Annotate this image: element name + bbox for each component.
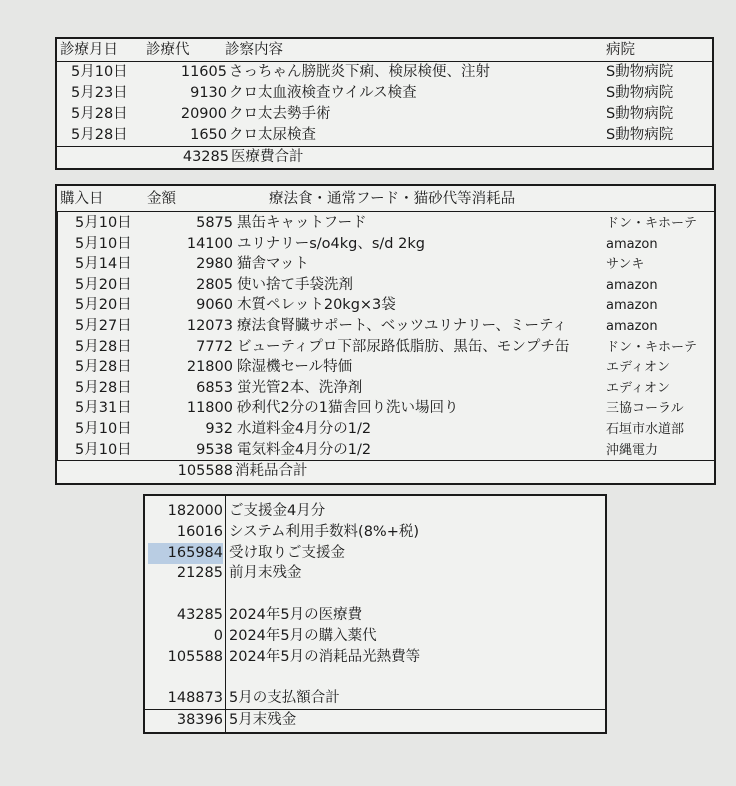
summary-label (229, 667, 599, 688)
date-cell: 5月27日 (75, 318, 132, 334)
summary-row (145, 647, 605, 668)
table-row (57, 419, 714, 440)
fee-cell: 1650 (190, 127, 227, 143)
summary-value: 165984 (148, 543, 223, 564)
divider (55, 211, 714, 212)
date-cell: 5月20日 (75, 297, 132, 314)
store-cell: 三協コーラル (606, 401, 684, 417)
amount-cell: 2980 (196, 256, 233, 273)
header-content: 診察内容 (225, 42, 283, 58)
hospital-cell: S動物病院 (606, 106, 674, 122)
summary-row (145, 605, 605, 626)
item-cell: 砂利代2分の1猫舎回り洗い場回り (237, 400, 459, 417)
store-cell: amazon (606, 319, 658, 334)
table-row (57, 398, 714, 419)
item-cell: 使い捨て手袋洗剤 (237, 276, 353, 293)
fee-cell: 11605 (180, 64, 227, 80)
item-cell: 電気料金4月分の1/2 (237, 441, 372, 458)
date-cell: 5月10日 (71, 64, 128, 80)
table-row (57, 440, 714, 461)
total-row (57, 461, 714, 482)
hospital-cell: S動物病院 (606, 127, 674, 143)
total-row (57, 147, 712, 168)
table-row (57, 254, 714, 275)
amount-cell: 2805 (196, 276, 233, 293)
fee-cell: 20900 (180, 106, 227, 122)
store-cell: ドン・キホーテ (606, 216, 698, 231)
item-cell: 蛍光管2本、洗浄剤 (237, 379, 363, 396)
table-row (57, 275, 714, 296)
amount-cell: 11800 (186, 400, 233, 417)
amount-cell: 932 (205, 421, 233, 437)
summary-row (145, 688, 605, 709)
item-cell: ユリナリーs/o4kg、s/d 2kg (237, 235, 425, 252)
table-row (57, 378, 714, 399)
date-cell: 5月28日 (71, 106, 128, 122)
purchases-total-label: 消耗品合計 (235, 463, 308, 479)
date-cell: 5月10日 (75, 441, 132, 458)
table-row (57, 213, 714, 234)
header-date: 診療月日 (60, 42, 118, 58)
item-cell: 療法食腎臓サポート、ベッツユリナリー、ミーティ (237, 318, 567, 334)
medical-total-label: 医療費合計 (231, 149, 304, 165)
summary-row (145, 522, 605, 543)
table-row (57, 62, 712, 83)
store-cell: 沖縄電力 (606, 442, 659, 458)
summary-row (145, 543, 605, 564)
fee-cell: 9130 (190, 85, 227, 101)
table-row (57, 125, 712, 146)
store-cell: 石垣市水道部 (606, 422, 685, 437)
summary-label: 2024年5月の消耗品光熱費等 (229, 648, 421, 665)
date-cell: 5月10日 (75, 215, 132, 231)
content-cell: クロ太去勢手術 (229, 106, 331, 122)
amount-cell: 9538 (196, 441, 233, 458)
hospital-cell: S動物病院 (606, 64, 674, 80)
store-cell: amazon (606, 277, 658, 293)
summary-value: 0 (213, 627, 223, 644)
summary-row (145, 563, 605, 584)
summary-value (145, 584, 223, 605)
medical-expenses-table (55, 37, 714, 170)
table-row (57, 357, 714, 378)
table-row (57, 295, 714, 316)
item-cell: 木質ペレット20kg×3袋 (237, 297, 396, 314)
store-cell: ドン・キホーテ (606, 339, 698, 355)
item-cell: ビューティプロ下部尿路低脂肪、黒缶、モンプチ缶 (237, 338, 570, 355)
balance-row (145, 710, 605, 731)
summary-value: 182000 (167, 503, 223, 519)
date-cell: 5月10日 (75, 235, 132, 252)
summary-value: 21285 (176, 565, 223, 582)
summary-row (145, 667, 605, 688)
date-cell: 5月28日 (75, 379, 132, 396)
hospital-cell: S動物病院 (606, 85, 674, 101)
summary-table (143, 494, 607, 734)
date-cell: 5月28日 (75, 359, 132, 376)
summary-value: 16016 (176, 523, 223, 540)
store-cell: エディオン (606, 380, 670, 396)
table-row (57, 234, 714, 255)
amount-cell: 12073 (186, 318, 233, 334)
content-cell: クロ太尿検査 (229, 127, 316, 143)
summary-value: 43285 (176, 607, 223, 623)
header-fee: 診療代 (146, 42, 190, 58)
summary-label (229, 584, 599, 605)
amount-cell: 6853 (196, 379, 233, 396)
store-cell: サンキ (606, 257, 645, 273)
header-date: 購入日 (60, 191, 104, 207)
summary-row (145, 584, 605, 605)
content-cell: クロ太血液検査ウイルス検査 (229, 85, 417, 101)
medical-total-value: 43285 (182, 149, 229, 165)
date-cell: 5月20日 (75, 276, 132, 293)
item-cell: 除湿機セール特価 (237, 359, 353, 376)
summary-value: 105588 (167, 648, 223, 665)
store-cell: amazon (606, 298, 658, 314)
table-header (57, 189, 714, 210)
store-cell: エディオン (606, 360, 670, 376)
item-cell: 猫舎マット (237, 256, 309, 273)
summary-label: システム利用手数料(8%+税) (229, 523, 420, 540)
summary-row (145, 626, 605, 647)
purchases-total-value: 105588 (177, 463, 233, 479)
purchases-table (55, 184, 716, 485)
summary-label: 前月末残金 (229, 565, 302, 582)
table-row (57, 316, 714, 337)
table-row (57, 104, 712, 125)
store-cell: amazon (606, 236, 658, 252)
summary-label: 受け取りご支援金 (229, 544, 345, 561)
date-cell: 5月10日 (75, 421, 132, 437)
amount-cell: 9060 (196, 297, 233, 314)
table-row (57, 83, 712, 104)
summary-row (145, 501, 605, 522)
summary-label: 2024年5月の購入薬代 (229, 627, 377, 644)
summary-label: 5月の支払額合計 (229, 690, 340, 707)
amount-cell: 14100 (186, 235, 233, 252)
table-row (57, 337, 714, 358)
balance-value: 38396 (176, 712, 223, 728)
date-cell: 5月14日 (75, 256, 132, 273)
amount-cell: 21800 (186, 359, 233, 376)
item-cell: 黒缶キャットフード (237, 215, 367, 231)
header-hospital: 病院 (606, 42, 635, 58)
table-header (57, 40, 712, 61)
header-amount: 金額 (147, 191, 176, 207)
date-cell: 5月28日 (75, 338, 132, 355)
item-cell: 水道料金4月分の1/2 (237, 421, 372, 437)
date-cell: 5月28日 (71, 127, 128, 143)
content-cell: さっちゃん膀胱炎下痢、検尿検便、注射 (229, 64, 490, 80)
header-item: 療法食・通常フード・猫砂代等消耗品 (269, 191, 516, 207)
summary-value: 148873 (167, 690, 223, 707)
balance-label: 5月末残金 (229, 712, 297, 728)
date-cell: 5月31日 (75, 400, 132, 417)
amount-cell: 5875 (196, 215, 233, 231)
summary-value (145, 667, 223, 688)
date-cell: 5月23日 (71, 85, 128, 101)
summary-label: ご支援金4月分 (229, 503, 326, 519)
summary-label: 2024年5月の医療費 (229, 607, 363, 623)
amount-cell: 7772 (196, 338, 233, 355)
